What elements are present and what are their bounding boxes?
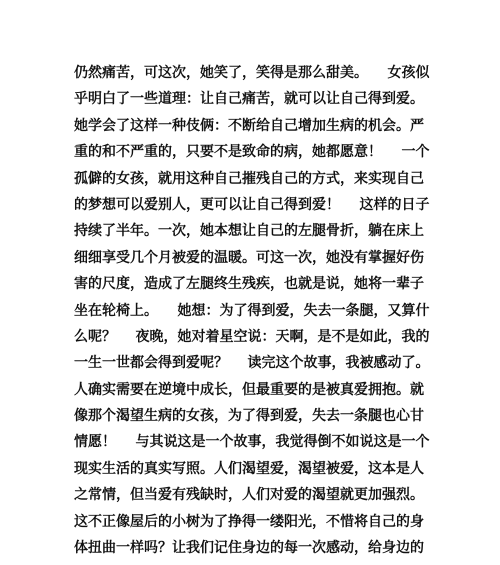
text-line: 现实生活的真实写照。人们渴望爱，渴望被爱，这本是人	[74, 460, 424, 477]
text-line: 仍然痛苦，可这次，她笑了，笑得是那么甜美。 女孩似	[74, 65, 430, 81]
text-line: 像那个渴望生病的女孩，为了得到爱，失去一条腿也心甘	[74, 408, 424, 425]
text-line: 的梦想可以爱别人，更可以让自己得到爱！ 这样的日子	[74, 196, 430, 213]
text-line: 人确实需要在逆境中成长，但最重要的是被真爱拥抱。就	[74, 381, 424, 398]
text-line: 体扭曲一样吗？让我们记住身边的每一次感动，给身边的	[74, 540, 424, 557]
text-line: 乎明白了一些道理：让自己痛苦，就可以让自己得到爱。	[74, 91, 424, 108]
text-line: 害的尺度，造成了左腿终生残疾，也就是说，她将一辈子	[74, 276, 424, 293]
text-line: 情愿！ 与其说这是一个故事，我觉得倒不如说这是一个	[74, 434, 430, 451]
text-line: 一生一世都会得到爱呢？ 读完这个故事，我被感动了。	[74, 355, 430, 372]
article-body	[74, 60, 434, 561]
text-line: 持续了半年。一次，她本想让自己的左腿骨折，躺在床上	[74, 223, 424, 240]
text-line: 重的和不严重的，只要不是致命的病，她都愿意！ 一个	[74, 144, 430, 161]
text-line: 么呢？ 夜晚，她对着星空说：天啊，是不是如此，我的	[74, 328, 430, 345]
text-line: 坐在轮椅上。 她想：为了得到爱，失去一条腿，又算什	[74, 302, 430, 319]
text-line: 她学会了这样一种伎俩：不断给自己增加生病的机会。严	[74, 117, 424, 134]
text-line: 之常情，但当爱有残缺时，人们对爱的渴望就更加强烈。	[74, 487, 424, 504]
text-line: 孤僻的女孩，就用这种自己摧残自己的方式，来实现自己	[74, 170, 424, 187]
text-line: 细细享受几个月被爱的温暖。可这一次，她没有掌握好伤	[74, 249, 424, 266]
text-line: 这不正像屋后的小树为了挣得一缕阳光，不惜将自己的身	[74, 513, 424, 530]
